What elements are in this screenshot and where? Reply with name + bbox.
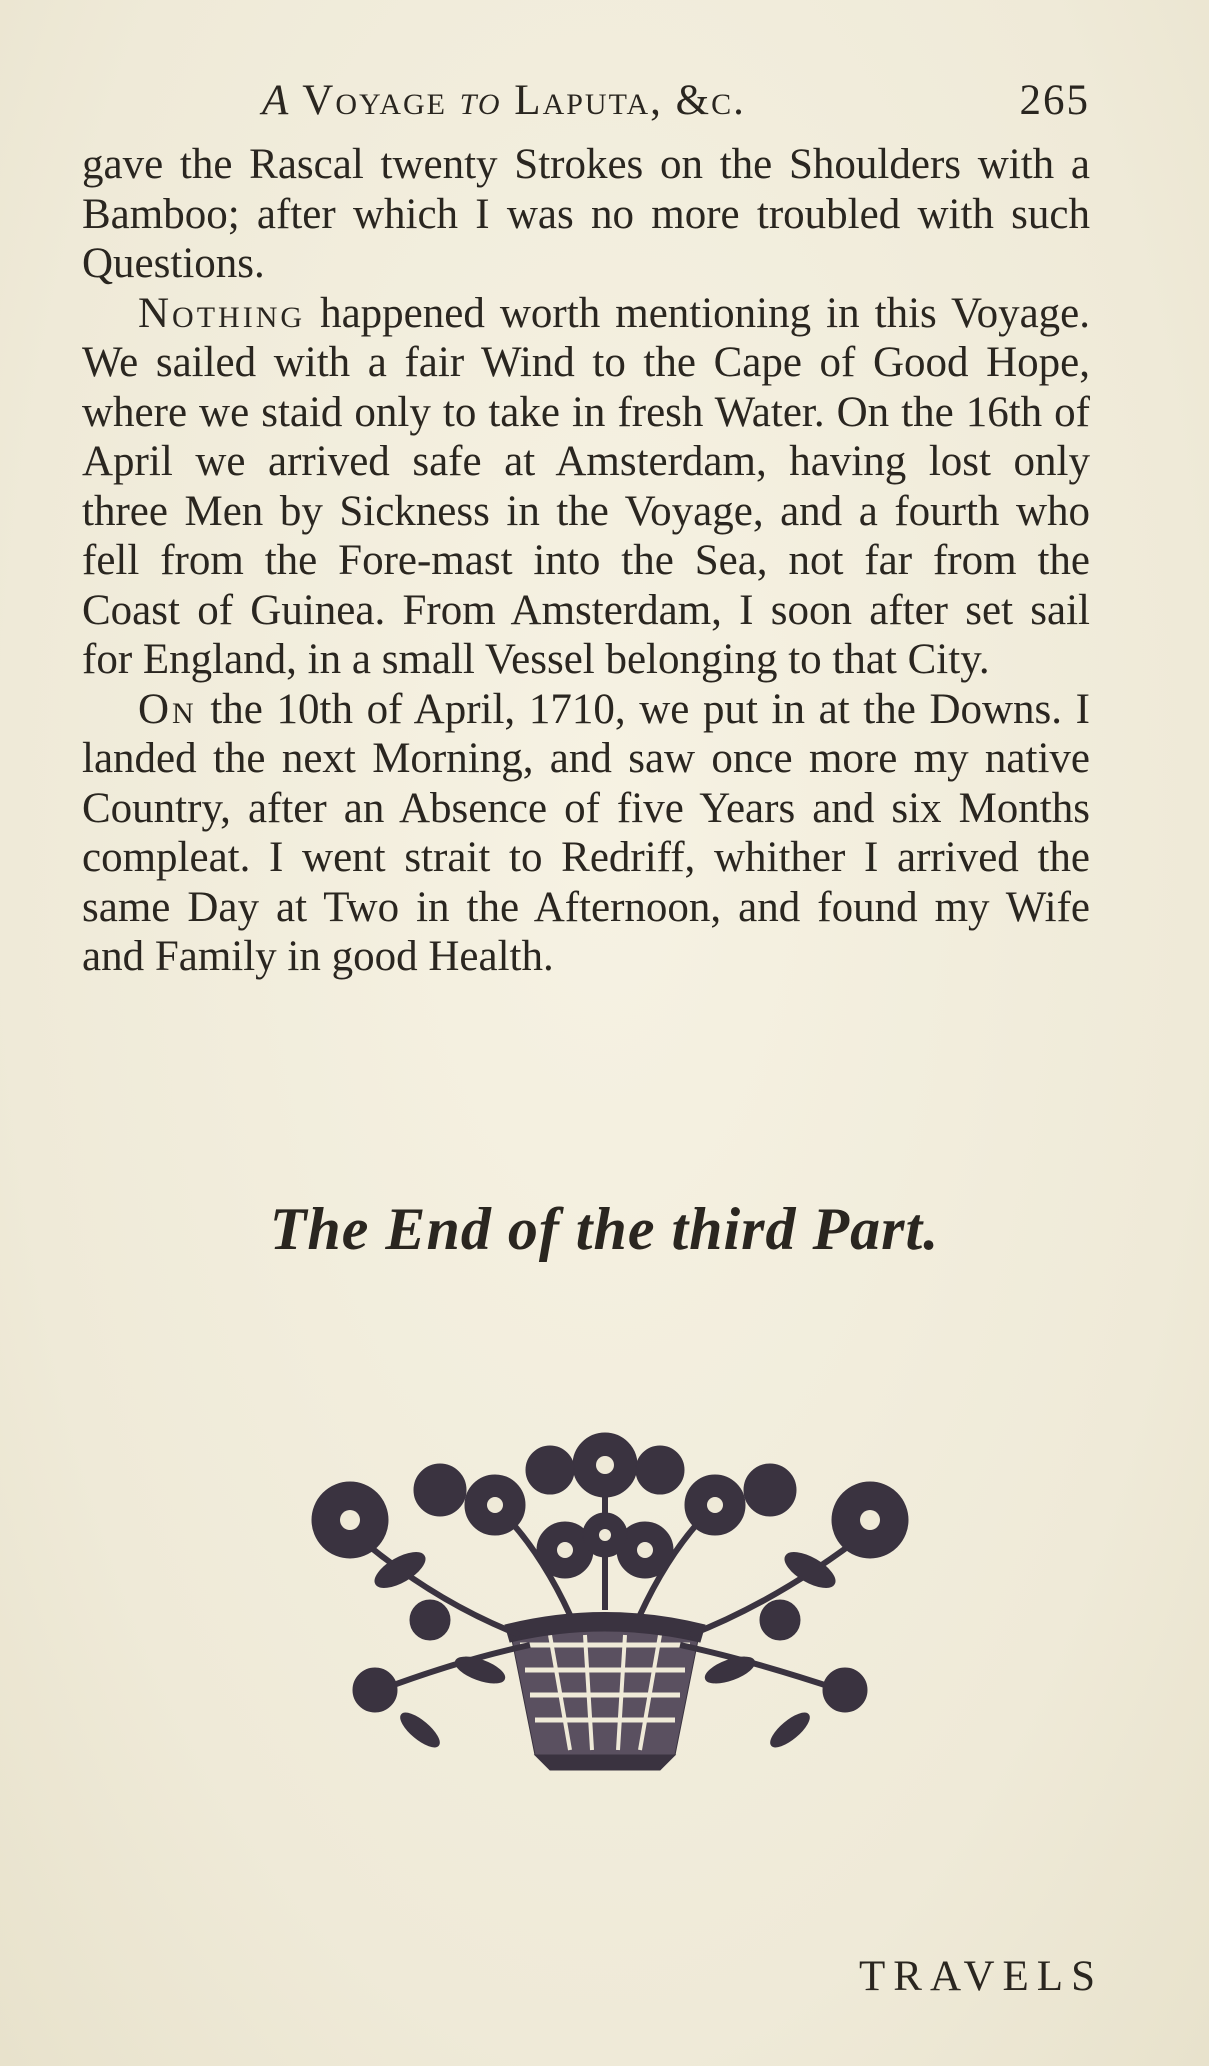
running-title xyxy=(262,76,746,125)
catchword: TRAVELS xyxy=(859,1953,1103,2000)
floral-basket-ornament-icon xyxy=(280,1430,930,1790)
paragraph-3 xyxy=(82,685,1090,982)
paragraph-lead: Nothing xyxy=(138,289,306,337)
title-voyage: Voyage xyxy=(302,77,447,124)
body-text xyxy=(82,140,1090,982)
title-article: A xyxy=(262,77,291,124)
paragraph-lead: On xyxy=(138,685,197,733)
paragraph-text: the 10th of April, 1710, we put in at the Downs. I landed the next Morning, and saw once more my native Country, after an Absence of five Years and six Months compleat. I went strait to Redriff, whither I arrived the same Day at Two in the Afternoon, and found my Wife and Family in good Health. xyxy=(82,685,1090,980)
paragraph-text: happened worth mentioning in this Voyage. We sailed with a fair Wind to the Cape of Good Hope, where we staid only to take in fresh Water. On the 16th of April we arrived safe at Amsterdam, having lost only three Men by Sickness in the Voyage, and a fourth who fell from the Fore-mast into the Sea, not far from the Coast of Guinea. From Amsterdam, I soon after set sail for England, in a small Vessel belonging to that City. xyxy=(82,289,1090,683)
title-to: to xyxy=(459,77,502,124)
paragraph-2 xyxy=(82,289,1090,685)
end-of-part-heading: The End of the third Part. xyxy=(269,1196,940,1262)
running-header xyxy=(82,76,1090,136)
paragraph-1 xyxy=(82,140,1090,289)
paragraph-text: gave the Rascal twenty Strokes on the Shoulders with a Bamboo; after which I was no more troubled with such Questions. xyxy=(82,141,1090,287)
title-laputa: Laputa, &c. xyxy=(514,77,746,124)
page-number: 265 xyxy=(1019,77,1090,124)
